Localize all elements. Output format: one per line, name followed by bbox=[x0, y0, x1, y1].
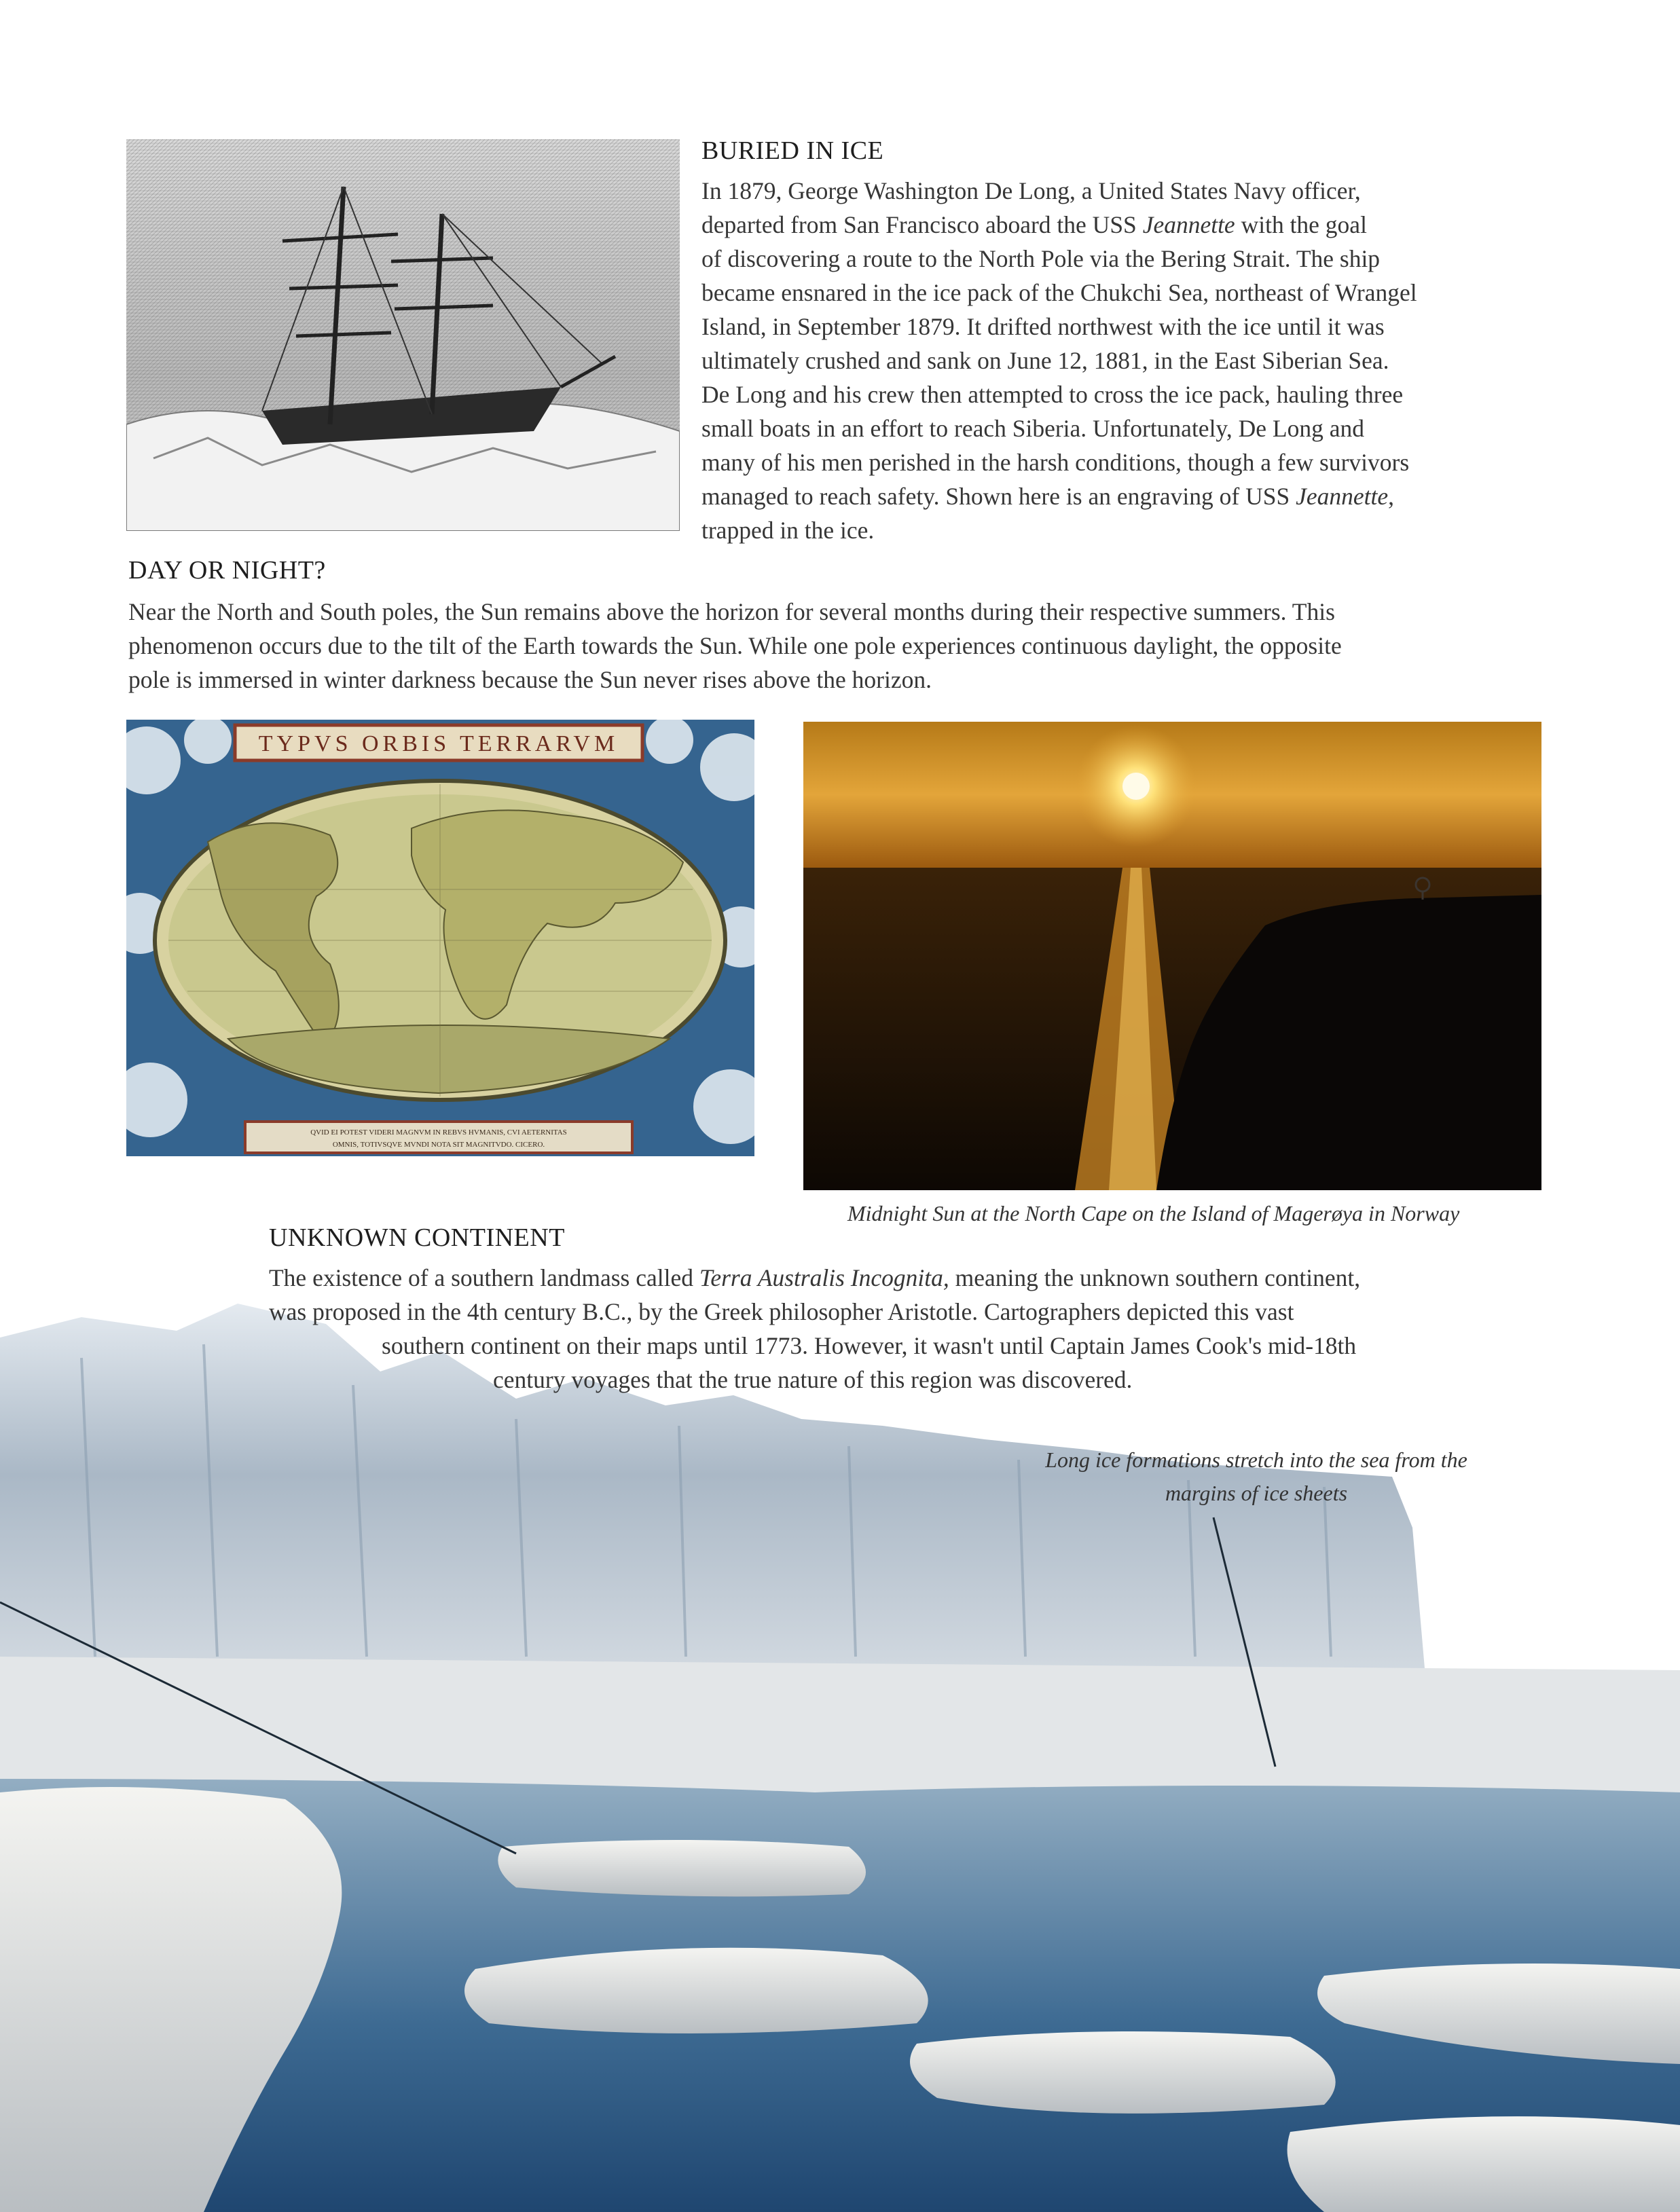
ice-caption bbox=[971, 1443, 1541, 1510]
buried-in-ice-heading: BURIED IN ICE bbox=[701, 136, 884, 165]
midnight-sun-photo bbox=[803, 722, 1541, 1190]
world-map-image bbox=[126, 720, 754, 1156]
day-or-night-paragraph bbox=[128, 595, 1342, 697]
text-line: De Long and his crew then attempted to cross the ice pack, hauling three bbox=[701, 381, 1404, 408]
ice-formations-photo bbox=[0, 1304, 1680, 2212]
text-line: trapped in the ice. bbox=[701, 517, 875, 544]
unknown-continent-paragraph bbox=[269, 1261, 1360, 1397]
text-line: managed to reach safety. Shown here is an engraving of USS Jeannette, bbox=[701, 483, 1394, 510]
text-line: was proposed in the 4th century B.C., by the Greek philosopher Aristotle. Cartographers depicted this vast bbox=[269, 1298, 1294, 1325]
text-line: century voyages that the true nature of this region was discovered. bbox=[493, 1366, 1133, 1393]
ice-caption-line: Long ice formations stretch into the sea from the bbox=[1045, 1448, 1467, 1472]
text-line: pole is immersed in winter darkness because the Sun never rises above the horizon. bbox=[128, 666, 932, 693]
ship-name: Jeannette bbox=[1142, 211, 1235, 238]
text-line: phenomenon occurs due to the tilt of the Earth towards the Sun. While one pole experiences continuous daylight, the opposite bbox=[128, 632, 1342, 659]
buried-in-ice-paragraph bbox=[701, 174, 1417, 547]
text-line: of discovering a route to the North Pole via the Bering Strait. The ship bbox=[701, 245, 1381, 272]
map-footer-line2: OMNIS, TOTIVSQVE MVNDI NOTA SIT MAGNITVDO. CICERO. bbox=[332, 1141, 545, 1149]
ship-name: Jeannette bbox=[1296, 483, 1389, 510]
ice-caption-line: margins of ice sheets bbox=[1165, 1481, 1348, 1505]
text-line: departed from San Francisco aboard the USS Jeannette with the goal bbox=[701, 211, 1367, 238]
text-line: small boats in an effort to reach Siberia. Unfortunately, De Long and bbox=[701, 415, 1364, 442]
text-line: Near the North and South poles, the Sun remains above the horizon for several months during their respective summers. This bbox=[128, 598, 1335, 625]
text-line: ultimately crushed and sank on June 12, 1881, in the East Siberian Sea. bbox=[701, 347, 1389, 374]
terra-australis-term: Terra Australis Incognita, bbox=[699, 1264, 949, 1291]
text-line: many of his men perished in the harsh conditions, though a few survivors bbox=[701, 449, 1410, 476]
ship-engraving-image bbox=[126, 139, 680, 531]
unknown-continent-heading: UNKNOWN CONTINENT bbox=[269, 1223, 565, 1252]
text-line: southern continent on their maps until 1773. However, it wasn't until Captain James Cook's mid-18th bbox=[382, 1332, 1357, 1359]
map-title: TYPVS ORBIS TERRARVM bbox=[258, 731, 619, 756]
text-line: became ensnared in the ice pack of the Chukchi Sea, northeast of Wrangel bbox=[701, 279, 1417, 306]
text-line: Island, in September 1879. It drifted northwest with the ice until it was bbox=[701, 313, 1385, 340]
text-line: The existence of a southern landmass called Terra Australis Incognita, meaning the unknown southern continent, bbox=[269, 1264, 1361, 1291]
text-line: In 1879, George Washington De Long, a United States Navy officer, bbox=[701, 177, 1361, 204]
sunset-caption: Midnight Sun at the North Cape on the Island of Magerøya in Norway bbox=[847, 1201, 1460, 1225]
map-footer-line1: QVID EI POTEST VIDERI MAGNVM IN REBVS HVMANIS, CVI AETERNITAS bbox=[310, 1128, 567, 1137]
day-or-night-heading: DAY OR NIGHT? bbox=[128, 556, 326, 585]
